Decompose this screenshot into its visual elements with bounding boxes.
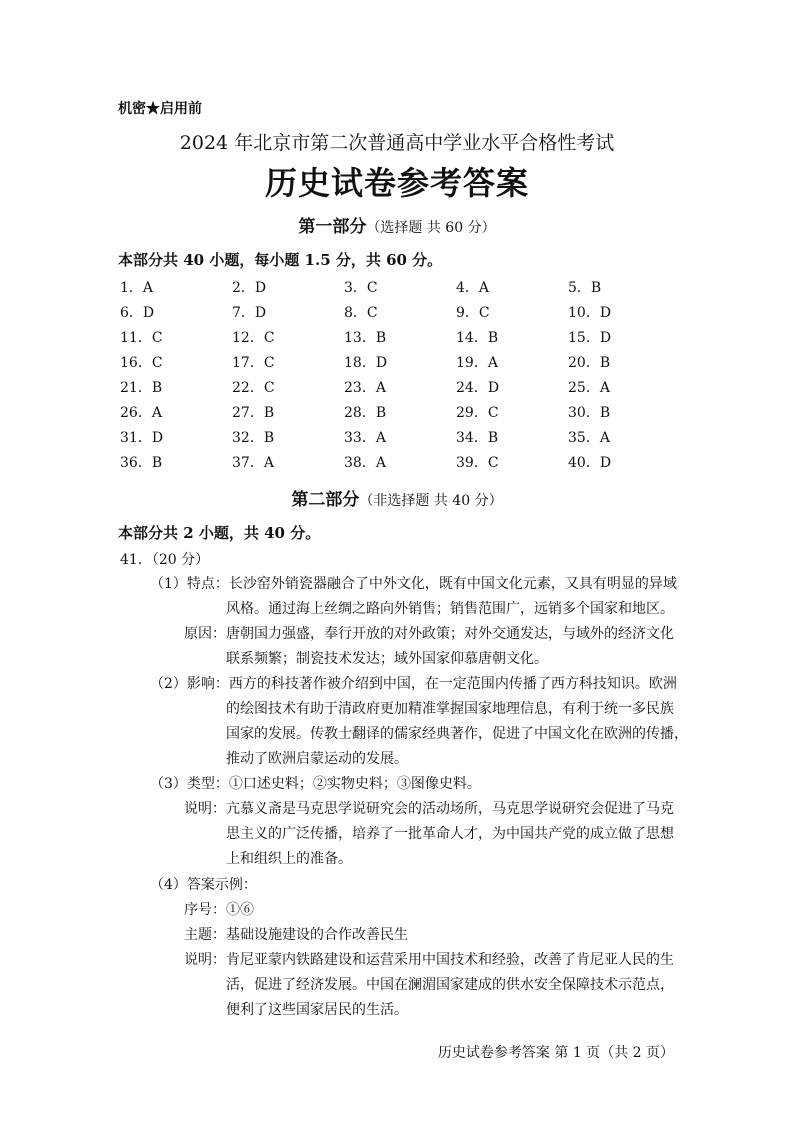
answer-line: 活，促进了经济发展。中国在澜湄国家建成的供水安全保障技术示范点， [226,977,674,993]
confidential-label: 机密★启用前 [118,101,202,117]
answer-item: 14．B [456,329,499,346]
answer-item: 19．A [456,354,498,371]
answer-item: 34．B [456,429,499,446]
answer-item: 4．A [456,279,490,296]
answer-item: 35．A [568,429,610,446]
part1-title: 第一部分 [298,217,367,237]
answer-item: 12．C [232,329,275,346]
answer-item: 7．D [232,304,267,321]
answer-line: 风格。通过海上丝绸之路向外销售；销售范围广，远销多个国家和地区。 [226,601,674,617]
answer-row [120,274,640,299]
answer-item: 39．C [456,454,499,471]
answer-item: 18．D [344,354,388,371]
answer-item: 16．C [120,354,163,371]
answer-item: 24．D [456,379,500,396]
document-title: 历史试卷参考答案 [264,164,529,202]
answer-item: 15．D [568,329,612,346]
answer-item: 21．B [120,379,163,396]
answer-item: 37．A [232,454,274,471]
answer-line: 思主义的广泛传播，培养了一批革命人才，为中国共产党的成立做了思想 [226,826,674,842]
answer-line: 上和组织上的准备。 [226,851,352,867]
answer-row [120,449,640,474]
answer-item: 5．B [568,279,602,296]
part2-heading [0,485,794,510]
answer-item: 27．B [232,404,275,421]
answer-item: 10．D [568,304,612,321]
answer-grid [120,274,640,474]
answer-row [120,324,640,349]
answer-line: （2）影响：西方的科技著作被介绍到中国，在一定范围内传播了西方科技知识。欧洲 [150,676,677,692]
part2-intro: 本部分共 2 小题，共 40 分。 [118,524,321,542]
exam-title: 2024 年北京市第二次普通高中学业水平合格性考试 [179,132,615,154]
question-41-label: 41．（20 分） [120,552,210,568]
answer-line: 联系频繁；制瓷技术发达；域外国家仰慕唐朝文化。 [226,651,548,667]
answer-row [120,399,640,424]
answer-line: 的绘图技术有助于清政府更加精准掌握国家地理信息，有利于统一多民族 [226,701,674,717]
answer-item: 26．A [120,404,162,421]
part2-subtitle: （非选择题 共 40 分） [359,493,503,509]
part1-subtitle: （选择题 共 60 分） [366,220,496,236]
answer-item: 36．B [120,454,163,471]
page-footer: 历史试卷参考答案 第 1 页（共 2 页） [437,1045,674,1061]
answer-item: 20．B [568,354,611,371]
answer-item: 6．D [120,304,155,321]
answer-line: 便利了这些国家居民的生活。 [226,1002,408,1018]
answer-item: 25．A [568,379,610,396]
answer-line: 国家的发展。传教士翻译的儒家经典著作，促进了中国文化在欧洲的传播， [226,726,688,742]
answer-item: 13．B [344,329,387,346]
answer-line: 原因：唐朝国力强盛，奉行开放的对外政策；对外交通发达，与域外的经济文化 [184,626,674,642]
answer-item: 31．D [120,429,164,446]
answer-item: 23．A [344,379,386,396]
answer-item: 28．B [344,404,387,421]
answer-line: 推动了欧洲启蒙运动的发展。 [226,751,408,767]
answer-row [120,374,640,399]
answer-item: 32．B [232,429,275,446]
answer-item: 40．D [568,454,612,471]
answer-item: 29．C [456,404,499,421]
answer-item: 11．C [120,329,163,346]
answer-line: （1）特点：长沙窑外销瓷器融合了中外文化，既有中国文化元素，又具有明显的异域 [150,576,677,592]
answer-item: 1．A [120,279,154,296]
answer-line: （4）答案示例： [150,877,257,893]
answer-line: 说明：肯尼亚蒙内铁路建设和运营采用中国技术和经验，改善了肯尼亚人民的生 [184,952,674,968]
part2-title: 第二部分 [291,490,360,510]
answer-row [120,299,640,324]
answer-item: 30．B [568,404,611,421]
part1-heading [0,212,794,237]
answer-item: 33．A [344,429,386,446]
part1-intro: 本部分共 40 小题，每小题 1.5 分，共 60 分。 [118,251,443,269]
answer-line: 序号：①⑥ [184,902,254,918]
answer-item: 3．C [344,279,378,296]
answer-item: 9．C [456,304,490,321]
answer-line: 说明：亢慕义斋是马克思学说研究会的活动场所，马克思学说研究会促进了马克 [184,801,674,817]
answer-item: 17．C [232,354,275,371]
answer-item: 22．C [232,379,275,396]
answer-row [120,424,640,449]
answer-item: 38．A [344,454,386,471]
answer-line: 主题：基础设施建设的合作改善民生 [184,927,408,943]
answer-item: 8．C [344,304,378,321]
answer-item: 2．D [232,279,267,296]
answer-line: （3）类型：①口述史料；②实物史料；③图像史料。 [150,776,481,792]
answer-row [120,349,640,374]
